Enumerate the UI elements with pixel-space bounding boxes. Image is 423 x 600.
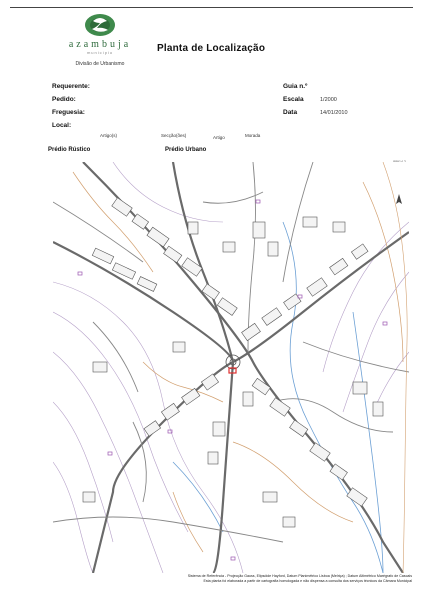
map-footer bbox=[150, 574, 412, 585]
brand-name: azambuja bbox=[68, 39, 132, 50]
seccao-column: Secção(ões) bbox=[161, 133, 187, 138]
page-title: Planta de Localização bbox=[157, 43, 266, 54]
freguesia-label: Freguesia: bbox=[52, 109, 85, 116]
location-map[interactable] bbox=[53, 162, 409, 573]
municipality-logo bbox=[62, 12, 138, 67]
north-arrow bbox=[396, 194, 402, 204]
artigo-column: Artigo bbox=[213, 135, 225, 140]
azambuja-logo-icon bbox=[83, 12, 117, 38]
escala-value: 1/2000 bbox=[320, 96, 337, 103]
escala-label: Escala bbox=[283, 96, 304, 103]
footer-disclaimer: Esta planta foi elaborada a partir de cartografia homologada e não dispensa a consulta dos serviços técnicos da Câmara Municipal bbox=[203, 579, 412, 584]
top-rule bbox=[10, 7, 413, 8]
artigos-column: Artigo(s) bbox=[100, 133, 118, 138]
predio-rustico-label: Prédio Rústico bbox=[48, 147, 91, 153]
predio-urbano-label: Prédio Urbano bbox=[165, 147, 207, 153]
requerente-label: Requerente: bbox=[52, 83, 90, 90]
data-value: 14/01/2010 bbox=[320, 109, 348, 116]
morada-column: Morada bbox=[245, 133, 261, 138]
division-name: Divisão de Urbanismo bbox=[75, 61, 125, 67]
local-label: Local: bbox=[52, 122, 72, 129]
footer-reference-system: Sistema de Referência - Projecção Gauss, Elipsóide Hayford, Datum Planimétrico Lisboa (Melriça) ; Datum Altimétrico Marégrafo de Cascais bbox=[187, 574, 412, 578]
map-drawing bbox=[53, 162, 409, 573]
brand-subtitle: município bbox=[86, 50, 114, 55]
data-label: Data bbox=[283, 109, 298, 116]
pedido-label: Pedido: bbox=[52, 96, 76, 103]
guia-label: Guia n.º bbox=[283, 83, 308, 90]
